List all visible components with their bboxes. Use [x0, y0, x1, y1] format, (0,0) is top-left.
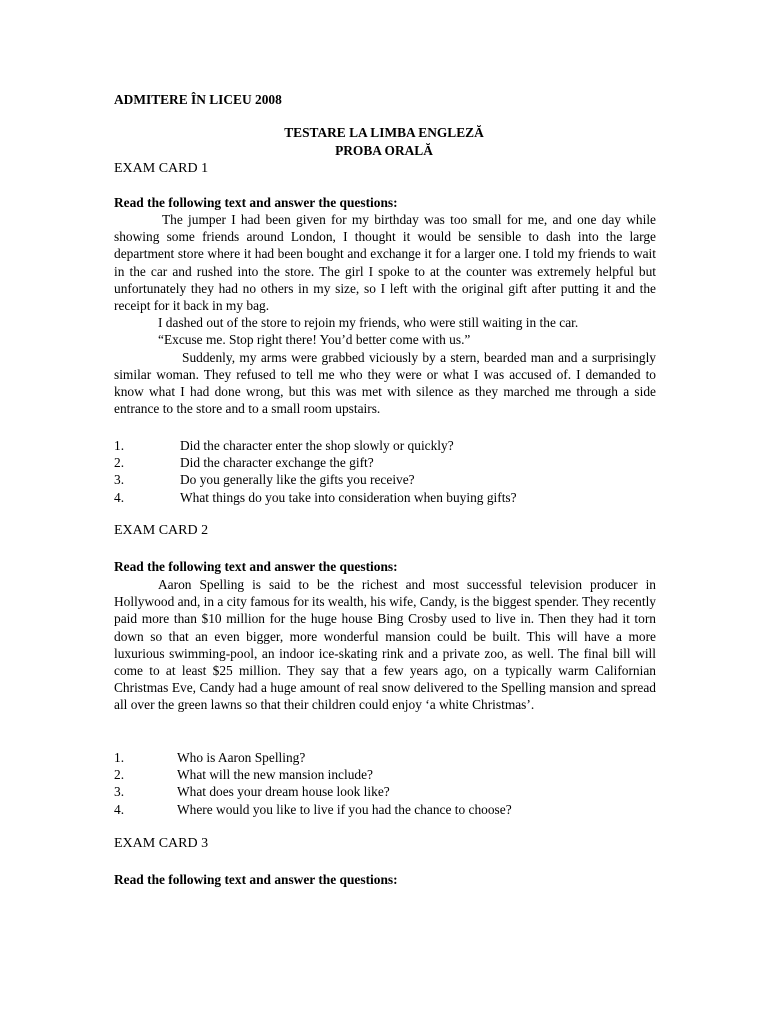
- question-item: [114, 454, 674, 471]
- question-text: Did the character enter the shop slowly or quickly?: [180, 438, 454, 453]
- exam-card-1-paragraph-2: I dashed out of the store to rejoin my friends, who were still waiting in the car.: [158, 315, 579, 331]
- question-number: 3.: [114, 784, 125, 800]
- exam-card-3-instruction: Read the following text and answer the questions:: [114, 872, 398, 887]
- exam-card-1-paragraph-1: The jumper I had been given for my birthday was too small for me, and one day while showing some friends around London, I thought it would be sensible to dash into the large department store where it had been bought and exchange it for a larger one. I told my friends to wait in the car and rushed into the store. The girl I spoke to at the counter was extremely helpful but unfortunately they had no others in my size, so I left with the original gift after putting it and the receipt for it back in my bag.: [114, 212, 656, 314]
- question-item: [114, 437, 674, 454]
- exam-card-2-paragraph-1: Aaron Spelling is said to be the richest and most successful television producer in Hollywood and, in a city famous for its wealth, his wife, Candy, is the biggest spender. They recently paid more than $10 million for the huge house Bing Crosby used to live in. Then they had it torn down so that an even bigger, more wonderful mansion could be built. This will have a more luxurious swimming-pool, an indoor ice-skating rink and a private zoo, as well. The final bill will come to at least $25 million. They say that a few years ago, on a typically warm Californian Christmas Eve, Candy had a huge amount of real snow delivered to the Spelling mansion and spread all over the green lawns so that their children could enjoy ‘a white Christmas’.: [114, 577, 656, 713]
- question-text: Who is Aaron Spelling?: [177, 750, 306, 765]
- exam-card-1-paragraph-4: Suddenly, my arms were grabbed viciously by a stern, bearded man and a surprisingly similar woman. They refused to tell me who they were or what I was accused of. I demanded to know what I had done wrong, but this was met with silence as they marched me through a side entrance to the store and to a small room upstairs.: [114, 349, 656, 417]
- question-number: 4.: [114, 489, 125, 505]
- exam-card-1-instruction: Read the following text and answer the questions:: [114, 195, 398, 210]
- subject-heading: TESTARE LA LIMBA ENGLEZĂ: [284, 125, 484, 140]
- question-number: 3.: [114, 472, 125, 488]
- question-number: 1.: [114, 750, 125, 765]
- question-text: Do you generally like the gifts you receive?: [180, 472, 415, 488]
- question-text: What will the new mansion include?: [177, 767, 373, 783]
- exam-card-2-title: EXAM CARD 2: [114, 523, 209, 538]
- exam-card-2-questions: [114, 749, 674, 818]
- admission-heading: ADMITERE ÎN LICEU 2008: [114, 92, 282, 107]
- question-item: [114, 489, 674, 506]
- exam-card-1-title: EXAM CARD 1: [114, 161, 209, 176]
- question-text: Where would you like to live if you had the chance to choose?: [177, 801, 512, 817]
- question-text: What things do you take into consideration when buying gifts?: [180, 489, 517, 505]
- question-item: [114, 783, 674, 800]
- question-number: 2.: [114, 767, 125, 783]
- question-text: What does your dream house look like?: [177, 784, 390, 800]
- exam-card-2-text: [114, 576, 656, 714]
- question-number: 1.: [114, 438, 125, 453]
- question-number: 2.: [114, 455, 125, 471]
- question-text: Did the character exchange the gift?: [180, 455, 374, 471]
- exam-card-2-instruction: Read the following text and answer the questions:: [114, 559, 398, 574]
- question-item: [114, 766, 674, 783]
- question-number: 4.: [114, 801, 125, 817]
- exam-card-3-title: EXAM CARD 3: [114, 836, 209, 851]
- question-item: [114, 471, 674, 488]
- question-item: [114, 801, 674, 818]
- exam-type-heading: PROBA ORALĂ: [335, 143, 433, 158]
- exam-card-1-text: [114, 211, 656, 417]
- exam-card-1-paragraph-3: “Excuse me. Stop right there! You’d better come with us.”: [158, 332, 471, 348]
- question-item: [114, 749, 674, 766]
- exam-card-1-questions: [114, 437, 674, 506]
